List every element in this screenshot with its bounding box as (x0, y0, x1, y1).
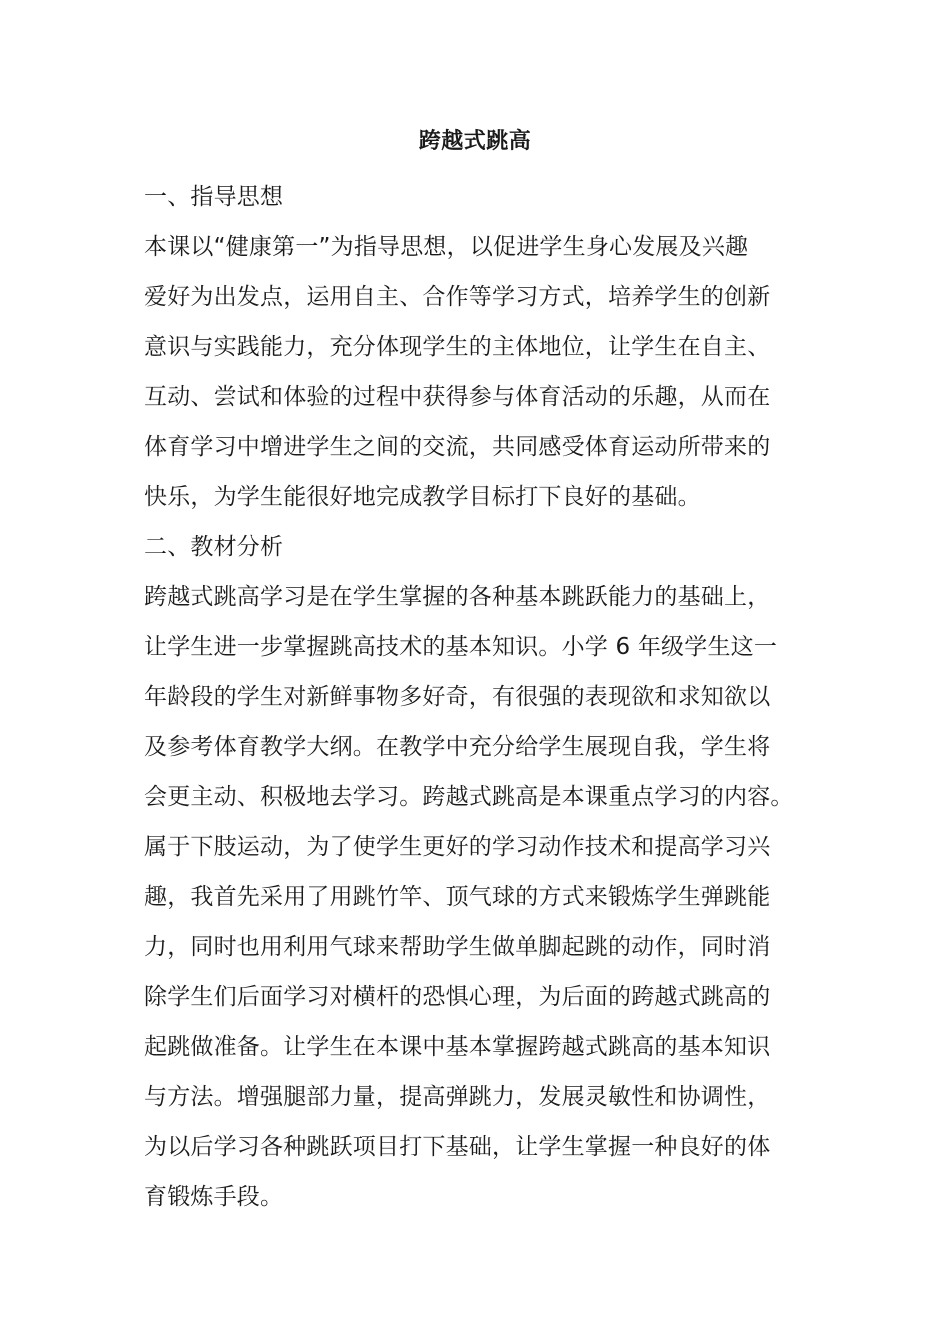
section-guiding-ideology (144, 172, 812, 522)
paragraph-line: 及参考体育教学大纲。在教学中充分给学生展现自我，学生将 (144, 734, 771, 760)
paragraph-line: 爱好为出发点，运用自主、合作等学习方式，培养学生的创新 (144, 284, 771, 310)
section-heading: 二、教材分析 (144, 534, 284, 560)
paragraph-line: 育锻炼手段。 (144, 1184, 284, 1210)
paragraph-line: 为以后学习各种跳跃项目打下基础，让学生掌握一种良好的体 (144, 1134, 771, 1160)
document-title: 跨越式跳高 (418, 129, 532, 154)
paragraph-line: 起跳做准备。让学生在本课中基本掌握跨越式跳高的基本知识 (144, 1034, 771, 1060)
paragraph-line: 年龄段的学生对新鲜事物多好奇，有很强的表现欲和求知欲以 (144, 684, 771, 710)
paragraph-line: 让学生进一步掌握跳高技术的基本知识。小学 6 年级学生这一 (144, 634, 778, 660)
paragraph-line: 快乐，为学生能很好地完成教学目标打下良好的基础。 (144, 484, 701, 510)
paragraph-line: 意识与实践能力，充分体现学生的主体地位，让学生在自主、 (144, 334, 771, 360)
paragraph-line: 除学生们后面学习对横杆的恐惧心理，为后面的跨越式跳高的 (144, 984, 771, 1010)
section-heading: 一、指导思想 (144, 184, 284, 210)
paragraph-line: 跨越式跳高学习是在学生掌握的各种基本跳跃能力的基础上， (144, 584, 771, 610)
paragraph-line: 互动、尝试和体验的过程中获得参与体育活动的乐趣，从而在 (144, 384, 771, 410)
paragraph-line: 属于下肢运动，为了使学生更好的学习动作技术和提高学习兴 (144, 834, 771, 860)
section-material-analysis (144, 522, 812, 1222)
paragraph-line: 与方法。增强腿部力量，提高弹跳力，发展灵敏性和协调性， (144, 1084, 771, 1110)
paragraph-line: 力，同时也用利用气球来帮助学生做单脚起跳的动作，同时消 (144, 934, 771, 960)
paragraph-line: 趣，我首先采用了用跳竹竿、顶气球的方式来锻炼学生弹跳能 (144, 884, 771, 910)
paragraph-line: 体育学习中增进学生之间的交流，共同感受体育运动所带来的 (144, 434, 771, 460)
paragraph-line: 会更主动、积极地去学习。跨越式跳高是本课重点学习的内容。 (144, 784, 794, 810)
document-body (144, 172, 812, 1222)
paragraph-line: 本课以“健康第一”为指导思想，以促进学生身心发展及兴趣 (144, 234, 749, 260)
